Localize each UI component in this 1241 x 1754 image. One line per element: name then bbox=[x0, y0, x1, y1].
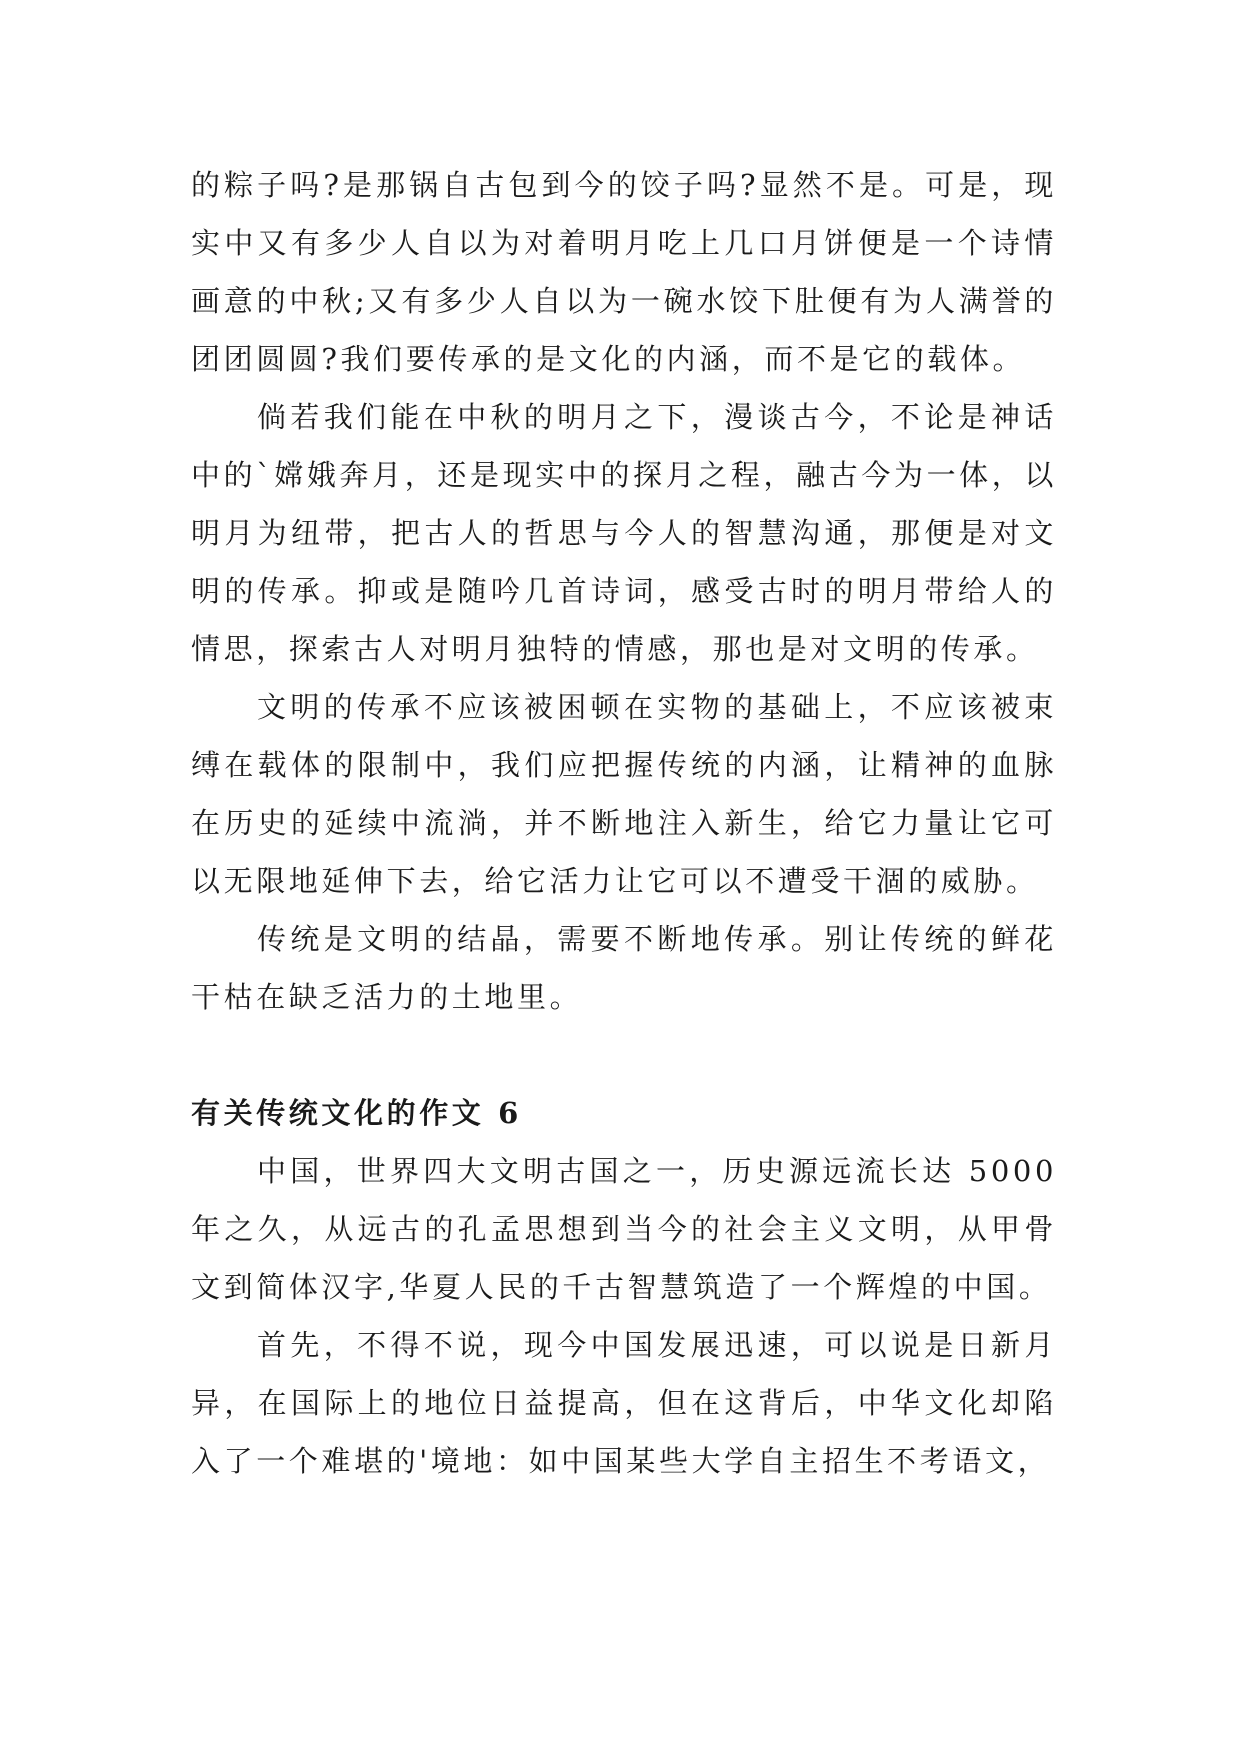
paragraph-2: 倘若我们能在中秋的明月之下，漫谈古今，不论是神话中的`嫦娥奔月，还是现实中的探月之程，融古今为一体，以明月为纽带，把古人的哲思与今人的智慧沟通，那便是对文明的传承。抑或是随吟几首诗词，感受古时的明月带给人的情思，探索古人对明月独特的情感，那也是对文明的传承。 bbox=[191, 400, 1057, 666]
paragraph-5: 中国，世界四大文明古国之一，历史源远流长达 5000 年之久，从远古的孔孟思想到当今的社会主义文明，从甲骨文到简体汉字,华夏人民的千古智慧筑造了一个辉煌的中国。 bbox=[191, 1154, 1057, 1304]
section-spacer bbox=[191, 1026, 1057, 1084]
paragraph-4: 传统是文明的结晶，需要不断地传承。别让传统的鲜花干枯在缺乏活力的土地里。 bbox=[191, 922, 1057, 1014]
paragraph-6: 首先，不得不说，现今中国发展迅速，可以说是日新月异，在国际上的地位日益提高，但在这背后，中华文化却陷入了一个难堪的'境地：如中国某些大学自主招生不考语文， bbox=[191, 1328, 1057, 1478]
document-body bbox=[191, 156, 1057, 1490]
section-heading: 有关传统文化的作文 6 bbox=[191, 1096, 522, 1130]
paragraph-3: 文明的传承不应该被困顿在实物的基础上，不应该被束缚在载体的限制中，我们应把握传统的内涵，让精神的血脉在历史的延续中流淌，并不断地注入新生，给它力量让它可以无限地延伸下去，给它活力让它可以不遭受干涸的威胁。 bbox=[191, 690, 1057, 898]
paragraph-1: 的粽子吗?是那锅自古包到今的饺子吗?显然不是。可是，现实中又有多少人自以为对着明月吃上几口月饼便是一个诗情画意的中秋;又有多少人自以为一碗水饺下肚便有为人满誉的团团圆圆?我们要传承的是文化的内涵，而不是它的载体。 bbox=[191, 168, 1057, 376]
